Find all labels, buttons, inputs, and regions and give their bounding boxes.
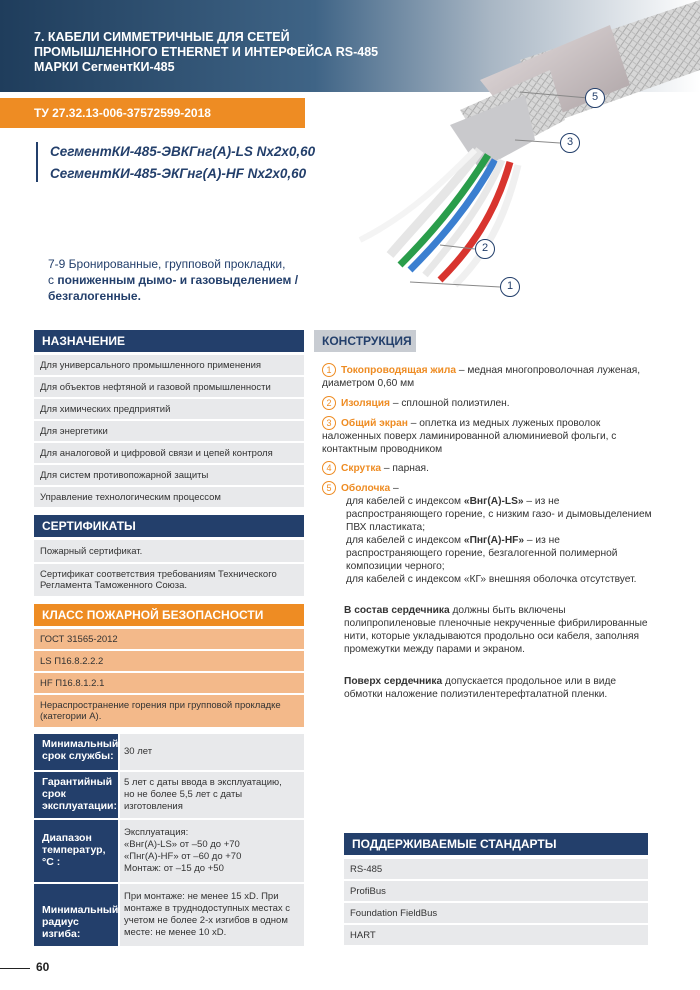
film-note-bold: Поверх сердечника: [344, 676, 443, 687]
item-number: 2: [322, 396, 336, 410]
desc-line-3: [48, 288, 318, 304]
desc-line-2: [48, 272, 318, 288]
spec-value-line: Монтаж: от –15 до +50: [124, 863, 224, 874]
spec-value-line: но не более 5,5 лет с даты: [124, 789, 243, 800]
sheath-pre: для кабелей с индексом: [346, 535, 464, 546]
page-number: 60: [36, 960, 50, 974]
model-1: СегментКИ-485-ЭВКГнг(А)-LS Nx2x0,60: [50, 144, 316, 159]
sheath-line-1: [346, 495, 652, 534]
item-term: Изоляция: [341, 398, 390, 409]
spec-value-line: «Внг(А)-LS» от –50 до +70: [124, 839, 240, 850]
spec-code: ТУ 27.32.13-006-37572599-2018: [34, 106, 211, 120]
spec-key-bend-radius: Минимальный радиус изгиба:: [34, 884, 118, 946]
construction-item-4: [322, 461, 652, 475]
spec-value-line: При монтаже: не менее 15 xD. При: [124, 891, 279, 902]
core-note-text: должны быть включены полипропиленовые пленочные некрученные фибрилированные нити, которые укладываются продольно оси кабеля, заполняя промежутки между парами и экраном.: [344, 605, 648, 655]
purpose-item: Для аналоговой и цифровой связи и цепей контроля: [34, 443, 304, 463]
spec-key-warranty: Гарантийный срок эксплуатации:: [34, 772, 118, 818]
callout-3: 3: [560, 133, 580, 153]
core-note-bold: В состав сердечника: [344, 605, 450, 616]
spec-value-service-life: [120, 734, 304, 770]
spec-value-line: 5 лет с даты ввода в эксплуатацию,: [124, 777, 282, 788]
desc-line-3-bold: безгалогенные.: [48, 289, 141, 303]
item-number: 1: [322, 363, 336, 377]
callout-5: 5: [585, 88, 605, 108]
sheath-line-3: [346, 573, 652, 586]
item-text: – оплетка из медных луженых проволок наложенных поверх ламинированной алюминиевой фольги, с контактным проводником: [322, 418, 617, 455]
cert-item: Пожарный сертификат.: [34, 540, 304, 562]
construction-item-5: [322, 481, 652, 586]
sheath-line-2: [346, 534, 652, 573]
callout-2: 2: [475, 239, 495, 259]
desc-line-1: 7-9 Бронированные, групповой прокладки,: [48, 257, 286, 271]
item-text: –: [390, 483, 399, 494]
fire-heading: КЛАСС ПОЖАРНОЙ БЕЗОПАСНОСТИ: [34, 604, 304, 626]
sheath-bold: «Пнг(А)-HF»: [463, 535, 525, 546]
cable-illustration: [330, 0, 700, 310]
spec-value-line: 30 лет: [124, 746, 153, 757]
certs-heading: СЕРТИФИКАТЫ: [34, 515, 304, 537]
title-line-1: 7. КАБЕЛИ СИММЕТРИЧНЫЕ ДЛЯ СЕТЕЙ: [34, 30, 290, 44]
page-number-rule: [0, 968, 30, 969]
fire-item: Нераспространение горения при групповой прокладке (категории А).: [34, 695, 304, 727]
spec-value-line: изготовления: [124, 801, 183, 812]
product-description: [48, 256, 318, 304]
film-note: [344, 675, 649, 701]
item-text: – медная многопроволочная луженая, диаметром 0,60 мм: [322, 365, 641, 389]
spec-key-temperature: Диапазон температур, °С :: [34, 820, 118, 882]
model-accent-line: [36, 142, 38, 182]
item-number: 3: [322, 416, 336, 430]
item-term: Общий экран: [341, 418, 408, 429]
purpose-item: Для объектов нефтяной и газовой промышленности: [34, 377, 304, 397]
standard-item: Foundation FieldBus: [344, 903, 648, 923]
purpose-item: Для химических предприятий: [34, 399, 304, 419]
sheath-pre: для кабелей с индексом: [346, 496, 464, 507]
item-term: Оболочка: [341, 483, 391, 494]
spec-value-line: месте: не менее 10 xD.: [124, 927, 227, 938]
desc-line-2-bold: пониженным дымо- и газовыделением /: [57, 273, 299, 287]
purpose-item: Для универсального промышленного применения: [34, 355, 304, 375]
fire-item: LS П16.8.2.2.2: [34, 651, 304, 671]
item-number: 5: [322, 481, 336, 495]
fire-item: ГОСТ 31565-2012: [34, 629, 304, 649]
callout-1: 1: [500, 277, 520, 297]
item-term: Скрутка: [341, 463, 382, 474]
spec-key-service-life: Минимальный срок службы:: [34, 734, 118, 770]
film-note-text: допускается продольное или в виде обмотки наложение полиэтилентерефталатной пленки.: [344, 676, 617, 700]
purpose-heading: НАЗНАЧЕНИЕ: [34, 330, 304, 352]
spec-value-line: монтаже в труднодоступных местах с: [124, 903, 291, 914]
construction-item-1: [322, 363, 652, 390]
purpose-item: Управление технологическим процессом: [34, 487, 304, 507]
construction-heading: КОНСТРУКЦИЯ: [314, 330, 416, 352]
spec-value-warranty: [120, 772, 304, 818]
standard-item: ProfiBus: [344, 881, 648, 901]
item-text: – парная.: [381, 463, 429, 474]
core-note: [344, 604, 649, 656]
construction-item-2: [322, 396, 652, 410]
spec-value-line: «Пнг(А)-HF» от –60 до +70: [124, 851, 242, 862]
desc-line-2-pre: с: [48, 273, 58, 287]
spec-value-bend-radius: [120, 884, 304, 946]
sheath-post: – из не распространяющего горение, с низким газо- и дымовыделением ПВХ пластиката;: [346, 496, 652, 533]
standards-heading: ПОДДЕРЖИВАЕМЫЕ СТАНДАРТЫ: [344, 833, 648, 855]
item-text: – сплошной полиэтилен.: [390, 398, 510, 409]
sheath-post: – из не распространяющего горение, безгалогенной полимерной композиции черного;: [346, 535, 618, 572]
spec-value-line: учетом не более 2-х изгибов в одном: [124, 915, 288, 926]
standard-item: HART: [344, 925, 648, 945]
sheath-bold: «Внг(А)-LS»: [463, 496, 524, 507]
cert-item: Сертификат соответствия требованиям Технического Регламента Таможенного Союза.: [34, 564, 304, 596]
fire-item: HF П16.8.1.2.1: [34, 673, 304, 693]
spec-value-line: Эксплуатация:: [124, 827, 189, 838]
purpose-item: Для энергетики: [34, 421, 304, 441]
sheath-pre: для кабелей с индексом «КГ» внешняя оболочка отсутствует.: [346, 574, 637, 585]
spec-value-temperature: [120, 820, 304, 882]
construction-item-3: [322, 416, 652, 456]
sheath-details: [346, 495, 652, 586]
purpose-item: Для систем противопожарной защиты: [34, 465, 304, 485]
standard-item: RS-485: [344, 859, 648, 879]
item-term: Токопроводящая жила: [341, 365, 457, 376]
title-line-3: МАРКИ СегментКИ-485: [34, 60, 175, 74]
model-2: СегментКИ-485-ЭКГнг(А)-HF Nx2x0,60: [50, 166, 307, 181]
title-line-2: ПРОМЫШЛЕННОГО ETHERNET И ИНТЕРФЕЙСА RS-485: [34, 45, 379, 59]
item-number: 4: [322, 461, 336, 475]
